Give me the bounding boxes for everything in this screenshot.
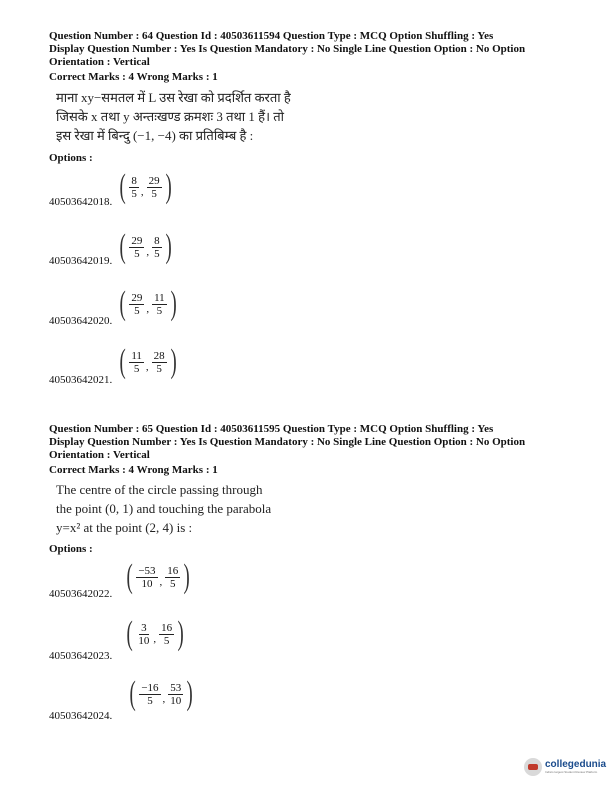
q64-text-line3: इस रेखा में बिन्दु (−1, −4) का प्रतिबिम्ब है : bbox=[56, 128, 254, 143]
frac-num: 8 bbox=[154, 234, 160, 247]
frac-den: 5 bbox=[133, 362, 140, 375]
q64-option-3-id: 40503642020. bbox=[49, 315, 113, 327]
frac-num: 11 bbox=[131, 349, 142, 362]
frac-num: 16 bbox=[167, 564, 179, 577]
q64-header-line2: Display Question Number : Yes Is Question Mandatory : No Single Line Question Option : No Option bbox=[49, 43, 526, 55]
q65-header-line3: Orientation : Vertical bbox=[49, 449, 150, 461]
frac-num: 8 bbox=[131, 174, 137, 187]
q65-option-3-id: 40503642024. bbox=[49, 710, 113, 722]
q64-option-1-id: 40503642018. bbox=[49, 196, 113, 208]
q64-text-line2: जिसके x तथा y अन्तःखण्ड क्रमशः 3 तथा 1 हैं। तो bbox=[56, 109, 285, 124]
q65-marks: Correct Marks : 4 Wrong Marks : 1 bbox=[49, 464, 218, 476]
logo-tagline: India's largest Student Review Platform bbox=[545, 770, 598, 774]
frac-den: 5 bbox=[154, 247, 160, 260]
frac-den: 5 bbox=[156, 304, 163, 317]
q64-option-1-value[interactable]: ( $\frac{8}{5}$ , $\frac{29}{5}$ ) bbox=[119, 168, 172, 205]
logo-name: collegedunia bbox=[545, 759, 607, 770]
frac-den: 5 bbox=[147, 694, 153, 707]
q64-option-3-value[interactable]: ( $\frac{29}{5}$ , $\frac{11}{5}$ ) bbox=[119, 285, 177, 322]
frac-num: −16 bbox=[141, 681, 159, 694]
frac-den: 5 bbox=[151, 187, 157, 200]
q64-header-line1: Question Number : 64 Question Id : 40503611594 Question Type : MCQ Option Shuffling : Yes bbox=[49, 30, 494, 42]
q65-header-line2: Display Question Number : Yes Is Question Mandatory : No Single Line Question Option : No Option bbox=[49, 436, 526, 448]
frac-num: 16 bbox=[161, 621, 173, 634]
q65-options-label: Options : bbox=[49, 543, 93, 555]
q64-header-line3: Orientation : Vertical bbox=[49, 56, 150, 68]
q64-option-4-id: 40503642021. bbox=[49, 374, 113, 386]
q65-option-1-id: 40503642022. bbox=[49, 588, 113, 600]
q65-text-line1: The centre of the circle passing through bbox=[56, 482, 263, 497]
q65-header-line1: Question Number : 65 Question Id : 40503611595 Question Type : MCQ Option Shuffling : Yes bbox=[49, 423, 494, 435]
frac-den: 5 bbox=[170, 577, 176, 590]
frac-num: 29 bbox=[131, 234, 143, 247]
q65-option-3-value[interactable]: ( $\frac{-16}{5}$ , $\frac{53}{10}$ ) bbox=[129, 675, 194, 712]
frac-num: 28 bbox=[153, 349, 165, 362]
q65-option-1-value[interactable]: ( $\frac{-53}{10}$ , $\frac{16}{5}$ ) bbox=[126, 558, 191, 595]
mascot-icon bbox=[524, 758, 542, 776]
frac-den: 5 bbox=[156, 362, 162, 375]
q65-option-2-value[interactable]: ( $\frac{3}{10}$ , $\frac{16}{5}$ ) bbox=[126, 615, 184, 652]
q64-text-line1: माना xy−समतल में L उस रेखा को प्रदर्शित करता है bbox=[56, 90, 291, 105]
q65-option-2-id: 40503642023. bbox=[49, 650, 113, 662]
frac-den: 10 bbox=[141, 577, 153, 590]
frac-den: 10 bbox=[170, 694, 182, 707]
q64-marks: Correct Marks : 4 Wrong Marks : 1 bbox=[49, 71, 218, 83]
q64-option-2-id: 40503642019. bbox=[49, 255, 113, 267]
frac-num: 3 bbox=[141, 621, 147, 634]
frac-num: 29 bbox=[148, 174, 160, 187]
frac-num: −53 bbox=[138, 564, 156, 577]
frac-den: 5 bbox=[134, 304, 140, 317]
q65-text-line3: y=x² at the point (2, 4) is : bbox=[56, 520, 193, 535]
frac-den: 10 bbox=[138, 634, 150, 647]
q64-option-4-value[interactable]: ( $\frac{11}{5}$ , $\frac{28}{5}$ ) bbox=[119, 343, 177, 380]
q64-options-label: Options : bbox=[49, 152, 93, 164]
frac-den: 5 bbox=[131, 187, 137, 200]
frac-den: 5 bbox=[163, 634, 170, 647]
frac-num: 53 bbox=[170, 681, 182, 694]
q64-option-2-value[interactable]: ( $\frac{29}{5}$ , $\frac{8}{5}$ ) bbox=[119, 228, 172, 265]
frac-num: 29 bbox=[131, 291, 143, 304]
collegedunia-logo bbox=[524, 758, 606, 776]
frac-num: 11 bbox=[154, 291, 165, 304]
frac-den: 5 bbox=[134, 247, 140, 260]
q65-text-line2: the point (0, 1) and touching the parabola bbox=[56, 501, 272, 516]
